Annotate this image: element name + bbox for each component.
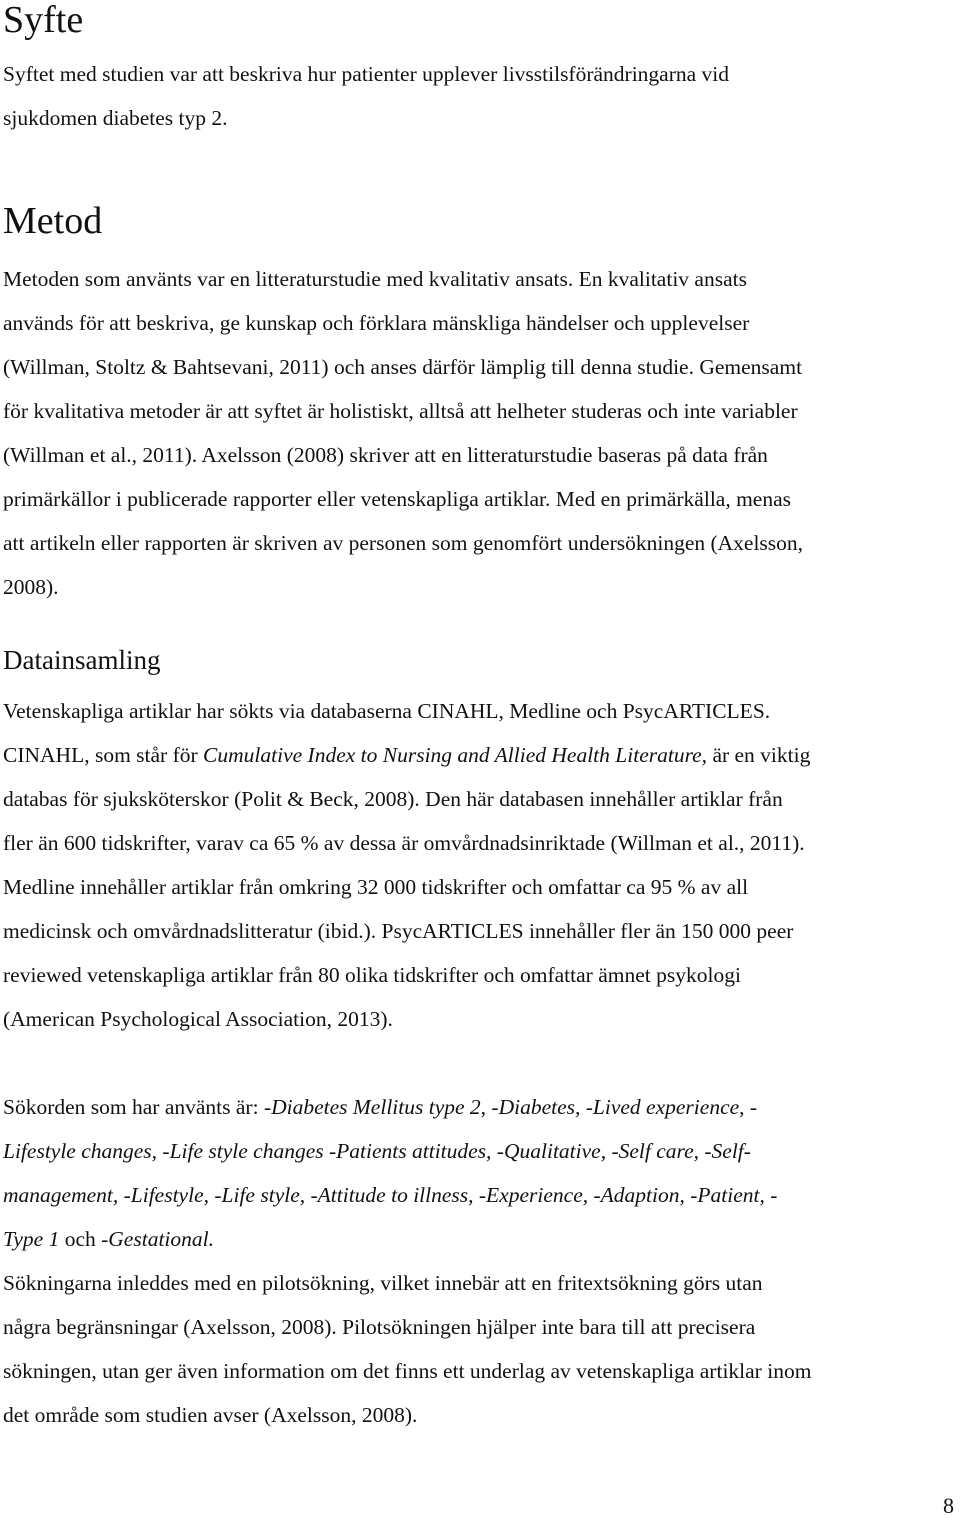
metod-line-1: Metoden som använts var en litteraturstudie med kvalitativ ansats. En kvalitativ ansats	[3, 267, 747, 291]
sokning-line-1: Sökningarna inleddes med en pilotsökning, vilket innebär att en fritextsökning görs utan	[3, 1271, 763, 1295]
sokord-term-gestational: -Gestational.	[101, 1227, 214, 1251]
syfte-line-2: sjukdomen diabetes typ 2.	[3, 106, 228, 130]
metod-line-4: för kvalitativa metoder är att syftet är holistiskt, alltså att helheter studeras och inte variabler	[3, 399, 798, 423]
sokord-line-1	[3, 1094, 757, 1120]
sokord-term-1: -Diabetes Mellitus type 2	[263, 1095, 481, 1119]
sokning-line-4: det område som studien avser (Axelsson, 2008).	[3, 1403, 418, 1427]
sokning-line-3: sökningen, utan ger även information om det finns ett underlag av vetenskapliga artiklar inom	[3, 1359, 812, 1383]
datainsamling-line-8: (American Psychological Association, 2013).	[3, 1007, 393, 1031]
sokord-line-2	[3, 1138, 751, 1164]
sokord-terms-line-2: Lifestyle changes, -Life style changes -Patients attitudes, -Qualitative, -Self care, -Self-	[3, 1139, 751, 1163]
sokord-term-type1: Type 1	[3, 1227, 60, 1251]
metod-line-3: (Willman, Stoltz & Bahtsevani, 2011) och anses därför lämplig till denna studie. Gemensamt	[3, 355, 803, 379]
metod-line-6: primärkällor i publicerade rapporter eller vetenskapliga artiklar. Med en primärkälla, menas	[3, 487, 792, 511]
datainsamling-line-2-text: CINAHL, som står för	[3, 743, 204, 767]
cinahl-full-name: Cumulative Index to Nursing and Allied Health Literature,	[203, 743, 708, 767]
datainsamling-line-6: medicinsk och omvårdnadslitteratur (ibid.). PsycARTICLES innehåller fler än 150 000 peer	[3, 919, 794, 943]
sokord-och: och	[59, 1227, 102, 1251]
sokord-line-1-end: , -	[739, 1095, 758, 1119]
page-number: 8	[943, 1493, 954, 1518]
sokord-term-2: -Diabetes, -Lived experience	[491, 1095, 740, 1119]
metod-line-5: (Willman et al., 2011). Axelsson (2008) skriver att en litteraturstudie baseras på data från	[3, 443, 768, 467]
sokord-terms-line-3: management, -Lifestyle, -Life style, -Attitude to illness, -Experience, -Adaption, -Patient, -	[3, 1183, 778, 1207]
syfte-line-1: Syftet med studien var att beskriva hur patienter upplever livsstilsförändringarna vid	[3, 62, 730, 86]
sokord-line-4	[3, 1226, 214, 1252]
metod-line-8: 2008).	[3, 575, 59, 599]
datainsamling-line-2-end: är en viktig	[707, 743, 811, 767]
datainsamling-line-7: reviewed vetenskapliga artiklar från 80 olika tidskrifter och omfattar ämnet psykologi	[3, 963, 741, 987]
sokord-prefix: Sökorden som har använts är:	[3, 1095, 264, 1119]
metod-line-2: används för att beskriva, ge kunskap och förklara mänskliga händelser och upplevelser	[3, 311, 750, 335]
datainsamling-line-2	[3, 742, 810, 768]
heading-datainsamling: Datainsamling	[3, 645, 161, 675]
heading-metod: Metod	[3, 200, 103, 242]
datainsamling-line-4: fler än 600 tidskrifter, varav ca 65 % av dessa är omvårdnadsinriktade (Willman et al., 2011).	[3, 831, 805, 855]
datainsamling-line-5: Medline innehåller artiklar från omkring 32 000 tidskrifter och omfattar ca 95 % av all	[3, 875, 749, 899]
heading-syfte: Syfte	[3, 0, 84, 41]
datainsamling-line-1: Vetenskapliga artiklar har sökts via databaserna CINAHL, Medline och PsycARTICLES.	[3, 699, 771, 723]
sokord-separator: ,	[480, 1095, 492, 1119]
metod-line-7: att artikeln eller rapporten är skriven av personen som genomfört undersökningen (Axelsson,	[3, 531, 804, 555]
datainsamling-line-3: databas för sjuksköterskor (Polit & Beck, 2008). Den här databasen innehåller artiklar från	[3, 787, 783, 811]
sokning-line-2: några begränsningar (Axelsson, 2008). Pilotsökningen hjälper inte bara till att precisera	[3, 1315, 756, 1339]
sokord-line-3	[3, 1182, 777, 1208]
